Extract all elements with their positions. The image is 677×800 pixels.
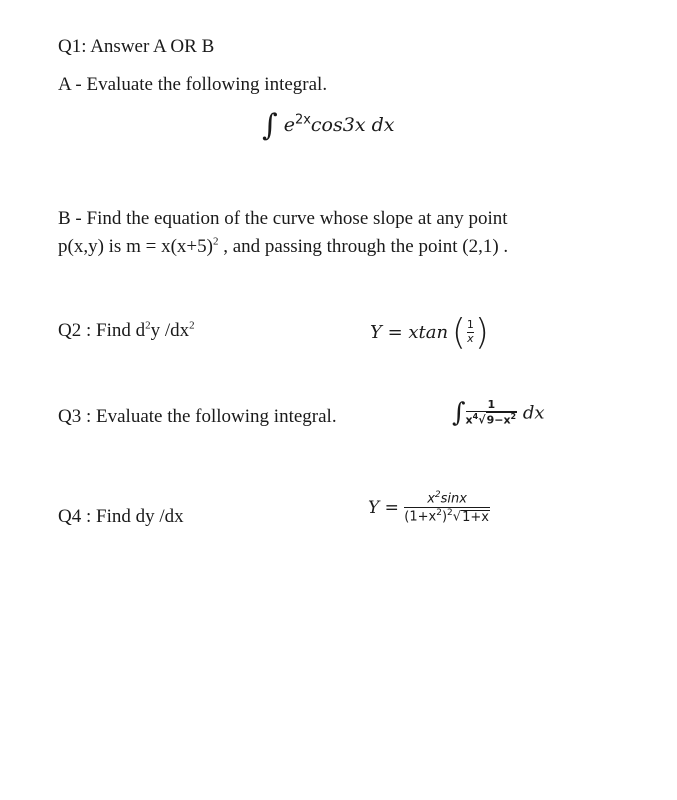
q3-den-sqrt-body: 9−x <box>486 413 511 427</box>
q4-den-sqrt-sign: √ <box>452 509 462 525</box>
integral-exponent: 2x <box>294 112 311 128</box>
q4-num-pre: x <box>427 491 435 507</box>
q2-paren-close: ) <box>474 312 489 353</box>
q4-den-pow-outer: 2 <box>447 508 453 519</box>
q2-label-sup2: 2 <box>189 319 195 332</box>
q4-eq-lhs: Y = <box>368 497 399 518</box>
q2-paren-open: ( <box>451 312 466 353</box>
q2-label-sup1: 2 <box>145 319 151 332</box>
q3-den-sqrt-sign: √ <box>478 413 486 427</box>
q3-integral <box>452 398 545 428</box>
q2-eq-lhs: Y = xtan <box>370 322 449 343</box>
q2-equation <box>370 312 489 353</box>
q2-label-mid: y /dx <box>150 320 190 341</box>
q3-fraction <box>466 399 518 428</box>
q3-integral-sign: ∫ <box>452 398 466 428</box>
q2-frac-den: x <box>467 332 474 345</box>
q1-part-a-label: A - Evaluate the following integral. <box>58 74 328 95</box>
q3-frac-den <box>466 412 518 427</box>
q2-label <box>58 320 195 342</box>
q1-part-b-line2-pre: p(x,y) is m = x(x+5) <box>58 236 213 257</box>
integral-base: e <box>283 114 295 136</box>
q4-den-pre: (1+x <box>404 509 437 525</box>
q3-frac-num: 1 <box>487 397 496 411</box>
q4-num-pow: 2 <box>434 490 441 500</box>
q4-label: Q4 : Find dy /dx <box>58 506 184 527</box>
q4-den-sqrt-wrap <box>461 510 490 525</box>
q4-den-close: ) <box>441 509 448 525</box>
q4-equation <box>368 490 490 526</box>
q1-part-b-line1: B - Find the equation of the curve whose slope at any point <box>58 208 508 229</box>
q3-den-sqrt-pow: 2 <box>510 412 517 422</box>
q2-frac-num: 1 <box>466 318 474 332</box>
q4-frac-num <box>404 490 490 507</box>
q4-frac-den <box>404 508 490 525</box>
q4-den-pow-inner: 2 <box>436 508 442 519</box>
q4-num-post: sinx <box>440 491 467 507</box>
q1-part-b-line2 <box>58 236 508 258</box>
q1-part-a-integral <box>262 108 394 143</box>
q1-title: Q1: Answer A OR B <box>58 36 215 57</box>
integral-rest: cos3x dx <box>310 114 395 136</box>
q3-den-pow: 4 <box>472 412 479 422</box>
q3-label: Q3 : Evaluate the following integral. <box>58 406 337 427</box>
q1-part-b-line2-post: , and passing through the point (2,1) . <box>218 236 509 257</box>
q3-den-pre: x <box>465 413 473 427</box>
q4-den-sqrt-body: 1+x <box>462 509 489 525</box>
q3-den-sqrt-body-wrap <box>486 412 518 427</box>
q2-fraction <box>467 319 474 345</box>
q3-dx: dx <box>522 402 545 424</box>
integral-sign: ∫ <box>262 108 278 143</box>
q2-label-pre: Q2 : Find d <box>58 320 146 341</box>
q1-part-b-line2-sup: 2 <box>212 235 219 248</box>
q4-fraction <box>404 490 490 526</box>
